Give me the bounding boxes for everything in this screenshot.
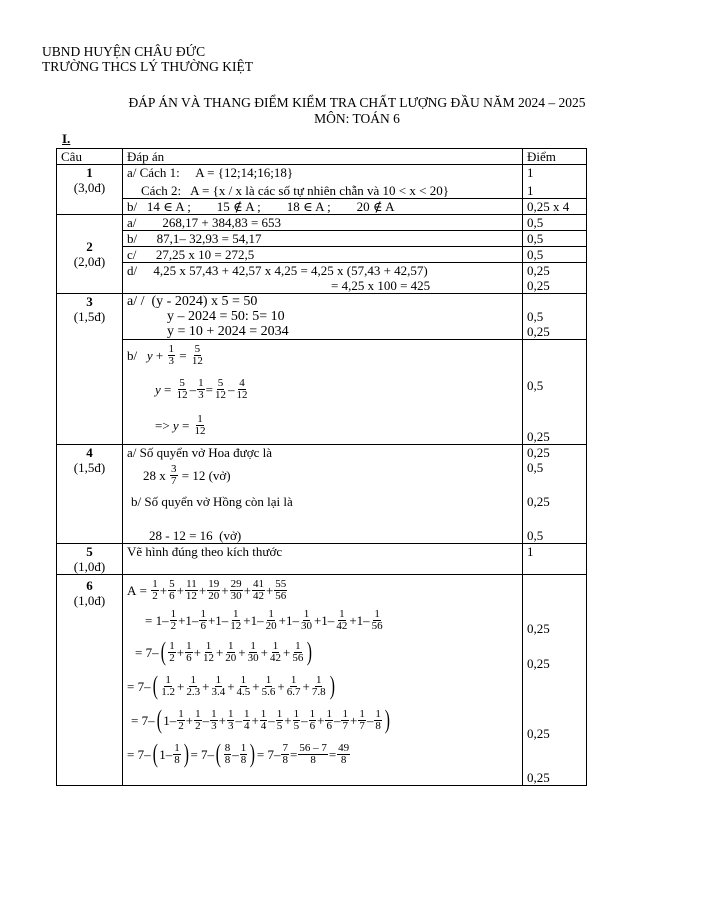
score-value: 0,5 [527, 378, 544, 393]
question-points: (1,5đ) [73, 460, 106, 475]
score-value: 0,5 [523, 231, 587, 247]
table-row [57, 445, 587, 544]
answer-cell: b/ 14 ∈ A ; 15 ∉ A ; 18 ∈ A ; 20 ∉ A [123, 199, 523, 215]
score-value: 1 [527, 183, 534, 198]
score-cell [523, 340, 587, 445]
score-value: 0,5 [527, 528, 544, 543]
question-points: (3,0đ) [73, 180, 106, 195]
question-cell [57, 544, 123, 575]
question-cell [57, 215, 123, 294]
score-value: 0,5 [527, 309, 544, 324]
score-value: 0,25 [527, 278, 550, 293]
header-score: Điểm [523, 149, 587, 165]
section-label: I. [62, 131, 71, 146]
table-row [57, 215, 587, 231]
answer-line: a/ Số quyển vở Hoa được là [127, 445, 272, 460]
doc-title: ĐÁP ÁN VÀ THANG ĐIỂM KIỂM TRA CHẤT LƯỢNG ĐẦU NĂM 2024 – 2025 [128, 95, 586, 110]
table-row [57, 575, 587, 786]
answer-cell [123, 445, 523, 544]
answer-cell [123, 340, 523, 445]
math-line: => y = $\frac{1}{12}$ [155, 412, 206, 437]
score-cell [523, 263, 587, 294]
answer-line: y = 10 + 2024 = 2034 [167, 324, 289, 339]
score-value: 0,25 [527, 770, 550, 785]
table-row [57, 294, 587, 340]
score-value: 0,25 [527, 445, 550, 460]
answer-line: a/ Cách 1: A = {12;14;16;18} [127, 165, 294, 180]
math-line: = 1– $\frac{1}{2}$ +1– $\frac{1}{6}$ +1– $\frac{1}{12}$ +1– $\frac{1}{20}$ +1– $\frac{1}{30}$ +1– $\frac{1}{42}$ +1– $\frac{1}{56}$ [145, 607, 383, 632]
table-row [57, 340, 587, 445]
question-cell [57, 165, 123, 215]
score-value: 0,25 [527, 494, 550, 509]
score-value: 0,5 [523, 247, 587, 263]
answer-line: 28 - 12 = 16 (vở) [149, 528, 242, 543]
header-answer: Đáp án [123, 149, 523, 165]
question-number: 5 [86, 544, 93, 559]
question-number: 1 [86, 165, 93, 180]
score-value: 1 [523, 544, 587, 575]
score-value: 0,25 [527, 263, 550, 278]
score-cell [523, 294, 587, 340]
question-cell [57, 445, 123, 544]
score-value: 0,25 [527, 726, 550, 741]
answer-line: y – 2024 = 50: 5= 10 [167, 309, 285, 324]
math-line: = 7– ( $\frac{1}{2}$ + $\frac{1}{6}$ + $\frac{1}{12}$ + $\frac{1}{20}$ + $\frac{1}{30}$ + $\frac{1}{42}$ + $\frac{1}{56}$ ) [135, 637, 313, 666]
org-name: UBND HUYỆN CHÂU ĐỨC [42, 44, 206, 59]
answer-line: a/ / (y - 2024) x 5 = 50 [127, 294, 258, 309]
answer-cell: b/ 87,1– 32,93 = 54,17 [123, 231, 523, 247]
question-cell [57, 294, 123, 445]
answer-cell: a/ 268,17 + 384,83 = 653 [123, 215, 523, 231]
table-header-row [57, 149, 587, 165]
answer-line: d/ 4,25 x 57,43 + 42,57 x 4,25 = 4,25 x (57,43 + 42,57) [127, 263, 428, 278]
math-line: b/ y + $\frac{1}{3}$ = $\frac{5}{12}$ [127, 342, 203, 367]
question-number: 6 [86, 578, 93, 593]
doc-subject: MÔN: TOÁN 6 [314, 111, 400, 126]
math-line: = 7– ( 1– $\frac{1}{8}$ ) = 7– ( $\frac{8}{8}$ – $\frac{1}{8}$ ) = 7– $\frac{7}{8}$ = $\frac{56 - 7}{8}$ = $\frac{49}{8}$ [127, 739, 350, 768]
header-q: Câu [57, 149, 123, 165]
score-cell [523, 165, 587, 199]
answer-line: Cách 2: A = {x / x là các số tự nhiên chẵn và 10 < x < 20} [141, 183, 449, 198]
score-value: 0,25 [527, 324, 550, 339]
answer-cell [123, 165, 523, 199]
score-value: 1 [527, 165, 534, 180]
question-points: (2,0đ) [73, 254, 106, 269]
score-value: 0,25 [527, 429, 550, 444]
answer-cell [123, 575, 523, 786]
question-cell [57, 575, 123, 786]
question-number: 4 [86, 445, 93, 460]
question-number: 3 [86, 294, 93, 309]
score-value: 0,5 [527, 460, 544, 475]
score-value: 0,25 [527, 621, 550, 636]
math-line: = 7– ( 1– $\frac{1}{2}$ + $\frac{1}{2}$ – $\frac{1}{3}$ + $\frac{1}{3}$ – $\frac{1}{4}$ + $\frac{1}{4}$ – $\frac{1}{5}$ + $\frac{1}{5}$ – $\frac{1}{6}$ + $\frac{1}{6}$ – $\frac{1}{7}$ + $\frac{1}{7}$ – $\frac{1}{8}$ ) [131, 705, 390, 734]
question-points: (1,0đ) [73, 593, 106, 608]
score-cell [523, 445, 587, 544]
question-points: (1,5đ) [73, 309, 106, 324]
question-number: 2 [86, 239, 93, 254]
answer-line: b/ Số quyển vở Hồng còn lại là [131, 494, 293, 509]
math-line: y = $\frac{5}{12}$ – $\frac{1}{3}$ = $\frac{5}{12}$ – $\frac{4}{12}$ [155, 376, 248, 401]
score-cell [523, 575, 587, 786]
score-value: 0,5 [523, 215, 587, 231]
answer-cell: Vẽ hình đúng theo kích thước [123, 544, 523, 575]
table-row [57, 544, 587, 575]
math-line: 28 x $\frac{3}{7}$ = 12 (vở) [143, 462, 231, 487]
score-value: 0,25 [527, 656, 550, 671]
table-row [57, 231, 587, 247]
school-name: TRƯỜNG THCS LÝ THƯỜNG KIỆT [42, 59, 253, 74]
answer-cell: c/ 27,25 x 10 = 272,5 [123, 247, 523, 263]
math-line: A = $\frac{1}{2}$ + $\frac{5}{6}$ + $\frac{11}{12}$ + $\frac{19}{20}$ + $\frac{29}{30}$ + $\frac{41}{42}$ + $\frac{55}{56}$ [127, 577, 287, 602]
math-line: = 7– ( $\frac{1}{1.2}$ + $\frac{1}{2.3}$ + $\frac{1}{3.4}$ + $\frac{1}{4.5}$ + $\frac{1}{5.6}$ + $\frac{1}{6.7}$ + $\frac{1}{7.8}$ ) [127, 671, 335, 700]
answer-table [56, 148, 587, 786]
answer-cell [123, 294, 523, 340]
answer-cell [123, 263, 523, 294]
score-value: 0,25 x 4 [523, 199, 587, 215]
question-points: (1,0đ) [73, 559, 106, 574]
table-row [57, 199, 587, 215]
answer-line: = 4,25 x 100 = 425 [331, 278, 431, 293]
table-row [57, 247, 587, 263]
table-row [57, 165, 587, 199]
table-row [57, 263, 587, 294]
